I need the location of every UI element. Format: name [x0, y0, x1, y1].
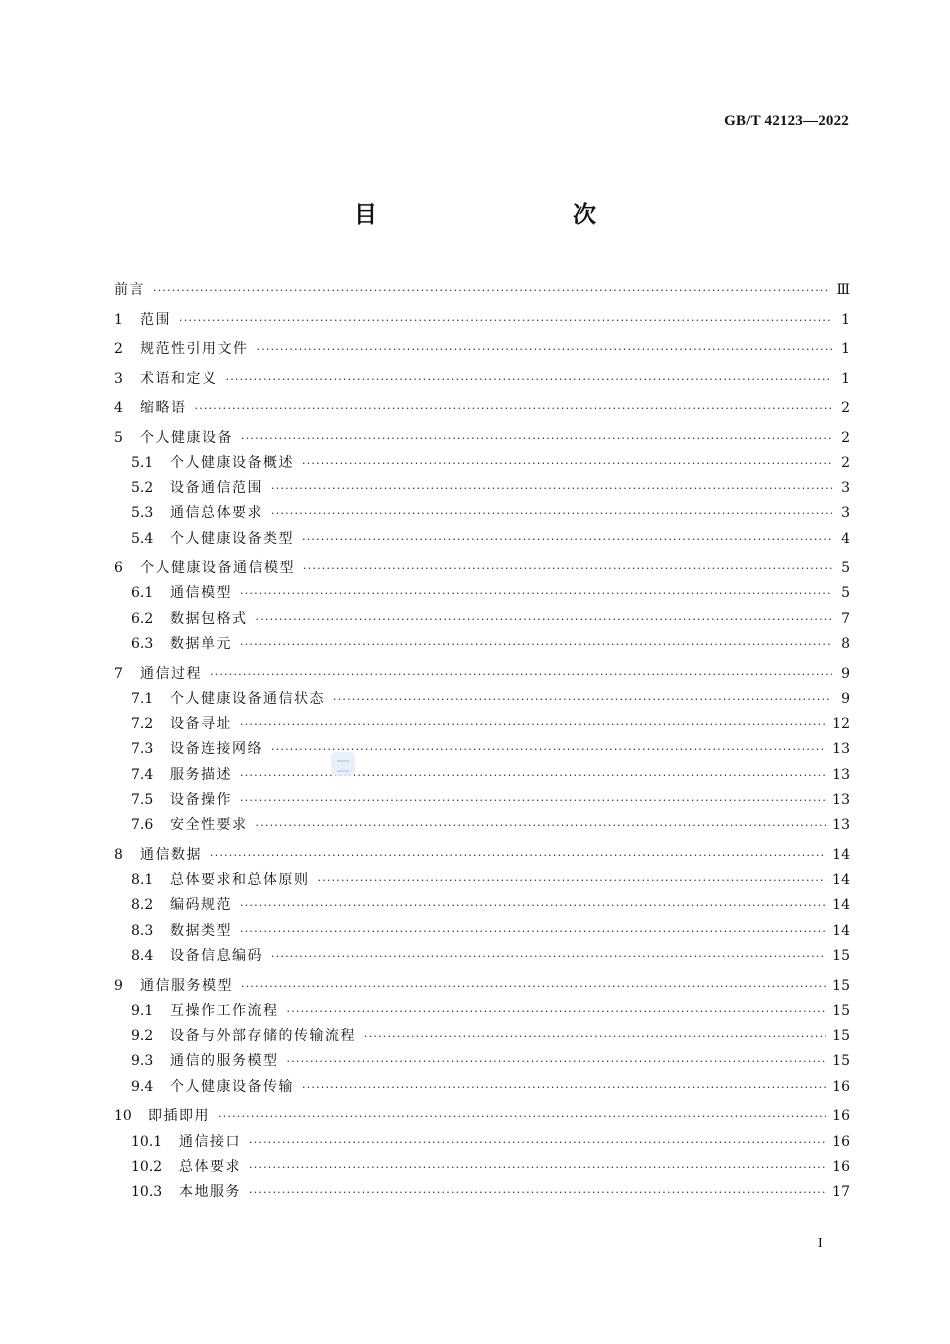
toc-entry[interactable]: [114, 737, 850, 761]
toc-entry-number: 5.3: [131, 505, 154, 522]
toc-entry-label: 规范性引用文件: [140, 341, 249, 357]
toc-entry-page: 9: [841, 665, 850, 682]
toc-entry-page: 4: [841, 530, 850, 547]
toc-entry-page: 16: [832, 1108, 850, 1125]
toc-entry-number: 7.2: [131, 716, 154, 733]
toc-entry[interactable]: [114, 607, 850, 631]
watermark-icon: [331, 752, 355, 776]
toc-entry-label: 设备通信范围: [170, 480, 263, 497]
toc-entry[interactable]: [114, 396, 850, 420]
toc-leader-dots: [153, 279, 830, 303]
toc-entry-number: 4: [114, 400, 123, 416]
toc-entry[interactable]: [114, 712, 850, 736]
toc-entry[interactable]: [114, 1104, 850, 1128]
toc-entry[interactable]: [114, 501, 850, 525]
toc-entry-label: 个人健康设备类型: [170, 530, 294, 547]
page-folio: I: [818, 1236, 823, 1251]
toc-entry-number: 9: [114, 977, 123, 994]
toc-leader-dots: [257, 338, 833, 362]
toc-entry-label: 个人健康设备通信模型: [140, 560, 295, 577]
toc-entry[interactable]: [114, 893, 850, 917]
toc-entry-page: 15: [832, 977, 850, 994]
toc-leader-dots: [210, 663, 832, 687]
toc-entry-number: 10: [114, 1108, 132, 1125]
toc-entry-label: 数据包格式: [170, 610, 248, 627]
toc-entry-number: 9.3: [131, 1053, 154, 1070]
toc-entry-page: 3: [841, 505, 850, 522]
toc-entry-page: 1: [841, 341, 850, 357]
standard-code: GB/T 42123—2022: [724, 113, 849, 129]
toc-entry-label: 互操作工作流程: [170, 1002, 279, 1019]
toc-leader-dots: [364, 1025, 826, 1049]
toc-entry-page: 9: [841, 690, 850, 707]
toc-entry-label: 设备操作: [170, 792, 232, 809]
toc-entry-label: 总体要求和总体原则: [170, 872, 310, 889]
toc-leader-dots: [302, 528, 832, 552]
toc-entry-number: 5: [114, 429, 123, 446]
toc-entry[interactable]: [114, 687, 850, 711]
toc-entry-page: 14: [832, 897, 850, 914]
toc-entry[interactable]: [114, 662, 850, 686]
toc-entry-page: 16: [832, 1158, 850, 1175]
toc-entry[interactable]: [114, 367, 850, 391]
toc-entry-label: 个人健康设备: [140, 429, 233, 446]
toc-entry[interactable]: [114, 476, 850, 500]
toc-leader-dots: [249, 1156, 826, 1180]
toc-leader-dots: [240, 920, 826, 944]
toc-entry-number: 7.5: [131, 792, 154, 809]
toc-entry-label: 前言: [114, 282, 145, 298]
toc-entry[interactable]: [114, 919, 850, 943]
toc-entry-label: 通信总体要求: [170, 505, 263, 522]
toc-leader-dots: [302, 1076, 826, 1100]
toc-entry[interactable]: [114, 868, 850, 892]
toc-entry[interactable]: [114, 974, 850, 998]
toc-leader-dots: [226, 368, 833, 392]
toc-entry-label: 总体要求: [179, 1158, 241, 1175]
toc-entry-number: 8.3: [131, 922, 154, 939]
toc-entry-number: 5.2: [131, 480, 154, 497]
toc-leader-dots: [318, 869, 827, 893]
toc-entry-label: 设备与外部存储的传输流程: [170, 1028, 356, 1045]
toc-entry-number: 7.4: [131, 766, 154, 783]
toc-entry-number: 9.4: [131, 1078, 154, 1095]
toc-entry-number: 10.2: [131, 1158, 163, 1175]
toc-entry-number: 8: [114, 846, 123, 863]
toc-entry-label: 安全性要求: [170, 817, 248, 834]
toc-entry[interactable]: [114, 1075, 850, 1099]
toc-entry[interactable]: [114, 426, 850, 450]
toc-entry-label: 通信数据: [140, 846, 202, 863]
toc-entry-number: 7.6: [131, 817, 154, 834]
toc-leader-dots: [271, 502, 832, 526]
toc-entry[interactable]: [114, 843, 850, 867]
toc-entry-number: 9.1: [131, 1002, 154, 1019]
toc-entry-label: 通信服务模型: [140, 977, 233, 994]
toc-leader-dots: [249, 1181, 826, 1205]
toc-entry-label: 个人健康设备通信状态: [170, 690, 325, 707]
toc-entry-label: 设备寻址: [170, 716, 232, 733]
toc-entry[interactable]: [114, 581, 850, 605]
toc-leader-dots: [287, 1050, 827, 1074]
toc-entry-number: 10.1: [131, 1133, 163, 1150]
toc-entry-page: 15: [832, 1053, 850, 1070]
toc-leader-dots: [333, 688, 832, 712]
toc-entry-number: 8.4: [131, 948, 154, 965]
toc-leader-dots: [240, 789, 826, 813]
toc-entry-number: 8.2: [131, 897, 154, 914]
toc-entry-page: Ⅲ: [836, 282, 850, 298]
page-title: 目 次: [354, 202, 646, 228]
toc-leader-dots: [271, 945, 826, 969]
toc-entry[interactable]: [114, 527, 850, 551]
toc-entry-page: 5: [841, 560, 850, 577]
toc-entry-number: 6.3: [131, 636, 154, 653]
toc-entry-page: 12: [832, 716, 850, 733]
toc-entry-number: 7.1: [131, 690, 154, 707]
toc-entry[interactable]: [114, 1155, 850, 1179]
toc-leader-dots: [249, 1131, 826, 1155]
toc-entry-number: 3: [114, 370, 123, 387]
toc-entry-page: 1: [841, 370, 850, 387]
toc-entry-page: 16: [832, 1133, 850, 1150]
table-of-contents: [114, 276, 850, 1204]
toc-entry-label: 术语和定义: [140, 370, 218, 387]
toc-leader-dots: [240, 764, 826, 788]
toc-entry-page: 3: [841, 480, 850, 497]
toc-entry-label: 通信的服务模型: [170, 1053, 279, 1070]
toc-entry-number: 7: [114, 665, 123, 682]
toc-entry[interactable]: [114, 1049, 850, 1073]
toc-leader-dots: [256, 814, 827, 838]
toc-leader-dots: [241, 427, 832, 451]
toc-leader-dots: [240, 633, 832, 657]
toc-entry-number: 6: [114, 560, 123, 577]
toc-entry-number: 9.2: [131, 1028, 154, 1045]
toc-entry[interactable]: [114, 999, 850, 1023]
toc-entry-number: 6.2: [131, 610, 154, 627]
toc-leader-dots: [218, 1105, 826, 1129]
toc-entry-page: 17: [832, 1184, 850, 1201]
toc-entry-label: 数据类型: [170, 922, 232, 939]
toc-leader-dots: [241, 975, 826, 999]
toc-entry[interactable]: [114, 451, 850, 475]
toc-entry[interactable]: [114, 1024, 850, 1048]
toc-entry-number: 7.3: [131, 741, 154, 758]
toc-entry-page: 14: [832, 922, 850, 939]
toc-leader-dots: [271, 477, 832, 501]
toc-entry-page: 13: [832, 792, 850, 809]
toc-entry-page: 15: [832, 948, 850, 965]
toc-entry-label: 编码规范: [170, 897, 232, 914]
toc-entry-page: 2: [841, 429, 850, 446]
toc-entry[interactable]: [114, 813, 850, 837]
toc-entry-number: 2: [114, 341, 123, 357]
toc-entry-page: 15: [832, 1028, 850, 1045]
toc-entry-label: 范围: [140, 311, 171, 328]
toc-entry[interactable]: [114, 278, 850, 302]
toc-entry-label: 即插即用: [148, 1108, 210, 1125]
toc-entry[interactable]: [114, 788, 850, 812]
toc-entry-page: 13: [832, 817, 850, 834]
toc-entry-label: 通信过程: [140, 665, 202, 682]
toc-entry[interactable]: [114, 632, 850, 656]
toc-entry[interactable]: [114, 1180, 850, 1204]
toc-leader-dots: [240, 894, 826, 918]
toc-entry-page: 16: [832, 1078, 850, 1095]
toc-entry-label: 缩略语: [140, 400, 187, 416]
toc-entry-page: 14: [832, 846, 850, 863]
toc-entry-label: 本地服务: [179, 1184, 241, 1201]
toc-entry-label: 服务描述: [170, 766, 232, 783]
toc-leader-dots: [195, 397, 833, 421]
toc-entry-number: 5.1: [131, 454, 154, 471]
toc-entry-page: 8: [841, 636, 850, 653]
toc-entry-number: 6.1: [131, 585, 154, 602]
toc-entry-page: 5: [841, 585, 850, 602]
toc-entry[interactable]: [114, 556, 850, 580]
toc-entry-page: 2: [841, 454, 850, 471]
toc-entry-page: 2: [841, 400, 850, 416]
toc-leader-dots: [179, 309, 832, 333]
toc-entry-label: 个人健康设备传输: [170, 1078, 294, 1095]
toc-entry[interactable]: [114, 337, 850, 361]
toc-leader-dots: [302, 452, 832, 476]
toc-entry-page: 7: [841, 610, 850, 627]
toc-entry-page: 14: [832, 872, 850, 889]
toc-entry[interactable]: [114, 1130, 850, 1154]
toc-entry[interactable]: [114, 763, 850, 787]
toc-leader-dots: [287, 1000, 827, 1024]
toc-leader-dots: [256, 608, 833, 632]
toc-entry-page: 13: [832, 741, 850, 758]
toc-entry-number: 1: [114, 311, 123, 328]
toc-leader-dots: [303, 557, 832, 581]
toc-entry-label: 数据单元: [170, 636, 232, 653]
toc-entry[interactable]: [114, 308, 850, 332]
toc-leader-dots: [210, 844, 826, 868]
toc-entry-number: 10.3: [131, 1184, 163, 1201]
toc-entry-page: 1: [841, 311, 850, 328]
toc-leader-dots: [240, 713, 826, 737]
toc-entry-label: 通信模型: [170, 585, 232, 602]
toc-entry-number: 8.1: [131, 872, 154, 889]
toc-entry[interactable]: [114, 944, 850, 968]
toc-entry-label: 个人健康设备概述: [170, 454, 294, 471]
toc-entry-label: 通信接口: [179, 1133, 241, 1150]
toc-leader-dots: [240, 582, 832, 606]
toc-entry-label: 设备连接网络: [170, 741, 263, 758]
toc-entry-label: 设备信息编码: [170, 948, 263, 965]
toc-entry-page: 13: [832, 766, 850, 783]
toc-entry-page: 15: [832, 1002, 850, 1019]
toc-entry-number: 5.4: [131, 530, 154, 547]
